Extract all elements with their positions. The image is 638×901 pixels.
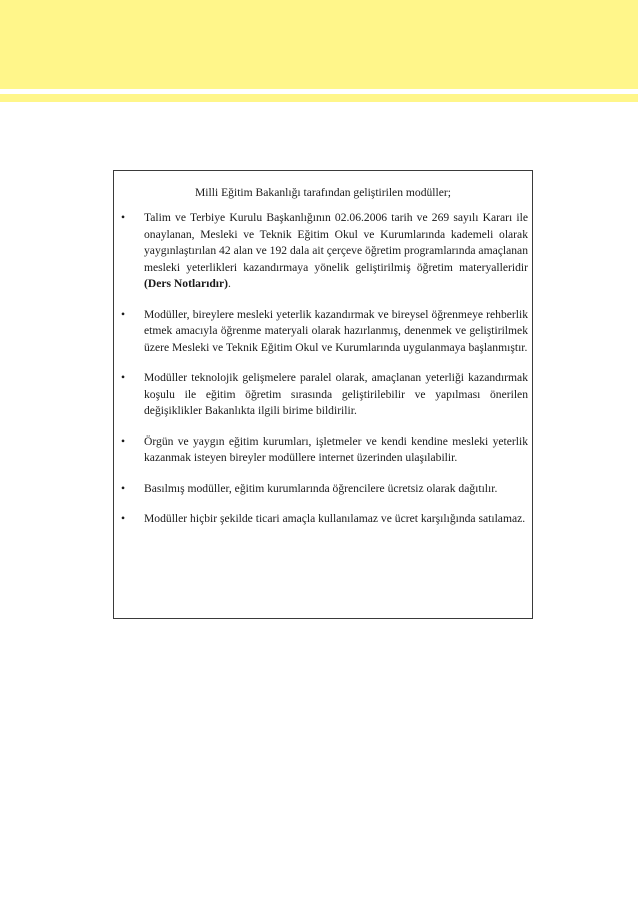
- list-item: [114, 307, 532, 357]
- list-item: [114, 210, 532, 293]
- header-color-band: [0, 0, 638, 89]
- bullet-icon: •: [121, 481, 126, 495]
- bullet-icon: •: [121, 512, 126, 525]
- list-item-text: Modüller hiçbir şekilde ticari amaçla kullanılamaz ve ücret karşılığında satılamaz.: [144, 512, 526, 525]
- bullet-icon: •: [121, 211, 126, 224]
- list-item-text: Modüller, bireylere mesleki yeterlik kazandırmak ve bireysel öğrenmeye rehberlik etmek amacıyla öğrenme materyali olarak hazırlanmış, denenmek ve geliştirilmek üzere Mesleki ve Teknik Eğitim Okul ve Kurumlarında uygulanmaya başlanmıştır.: [144, 307, 528, 354]
- emphasis-text: (Ders Notlarıdır): [144, 277, 229, 290]
- list-item: [114, 370, 532, 420]
- list-item: [114, 511, 532, 528]
- bullet-icon: •: [121, 307, 126, 321]
- notice-title: Milli Eğitim Bakanlığı tarafından geliştirilen modüller;: [195, 186, 451, 199]
- list-item-text: Talim ve Terbiye Kurulu Başkanlığının 02.06.2006 tarih ve 269 sayılı Kararı ile onaylanan, Mesleki ve Teknik Eğitim Okul ve Kurumlarında kademeli olarak yaygınlaştırılan 42 alan ve 192 dala ait çerçeve öğretim programlarında amaçlanan mesleki yeterlikleri kazandırmaya yönelik geliştirilmiş öğretim materyalleridir (Ders Notlarıdır).: [144, 211, 528, 290]
- notice-box: [113, 170, 533, 619]
- bullet-icon: •: [121, 371, 126, 384]
- list-item: [114, 434, 532, 467]
- bullet-icon: •: [121, 434, 126, 448]
- list-item-text: Basılmış modüller, eğitim kurumlarında öğrencilere ücretsiz olarak dağıtılır.: [144, 481, 498, 495]
- list-item-text: Örgün ve yaygın eğitim kurumları, işletmeler ve kendi kendine mesleki yeterlik kazanmak isteyen bireyler modüllere internet üzerinden ulaşılabilir.: [144, 434, 528, 464]
- header-color-stripe: [0, 94, 638, 102]
- list-item-text: Modüller teknolojik gelişmelere paralel olarak, amaçlanan yeterliği kazandırmak koşulu ile eğitim öğretim sırasında geliştirilebilir ve yapılması önerilen değişiklikler Bakanlıkta ilgili birime bildirilir.: [144, 371, 528, 417]
- notice-bullet-list: [114, 210, 532, 542]
- list-item: [114, 481, 532, 498]
